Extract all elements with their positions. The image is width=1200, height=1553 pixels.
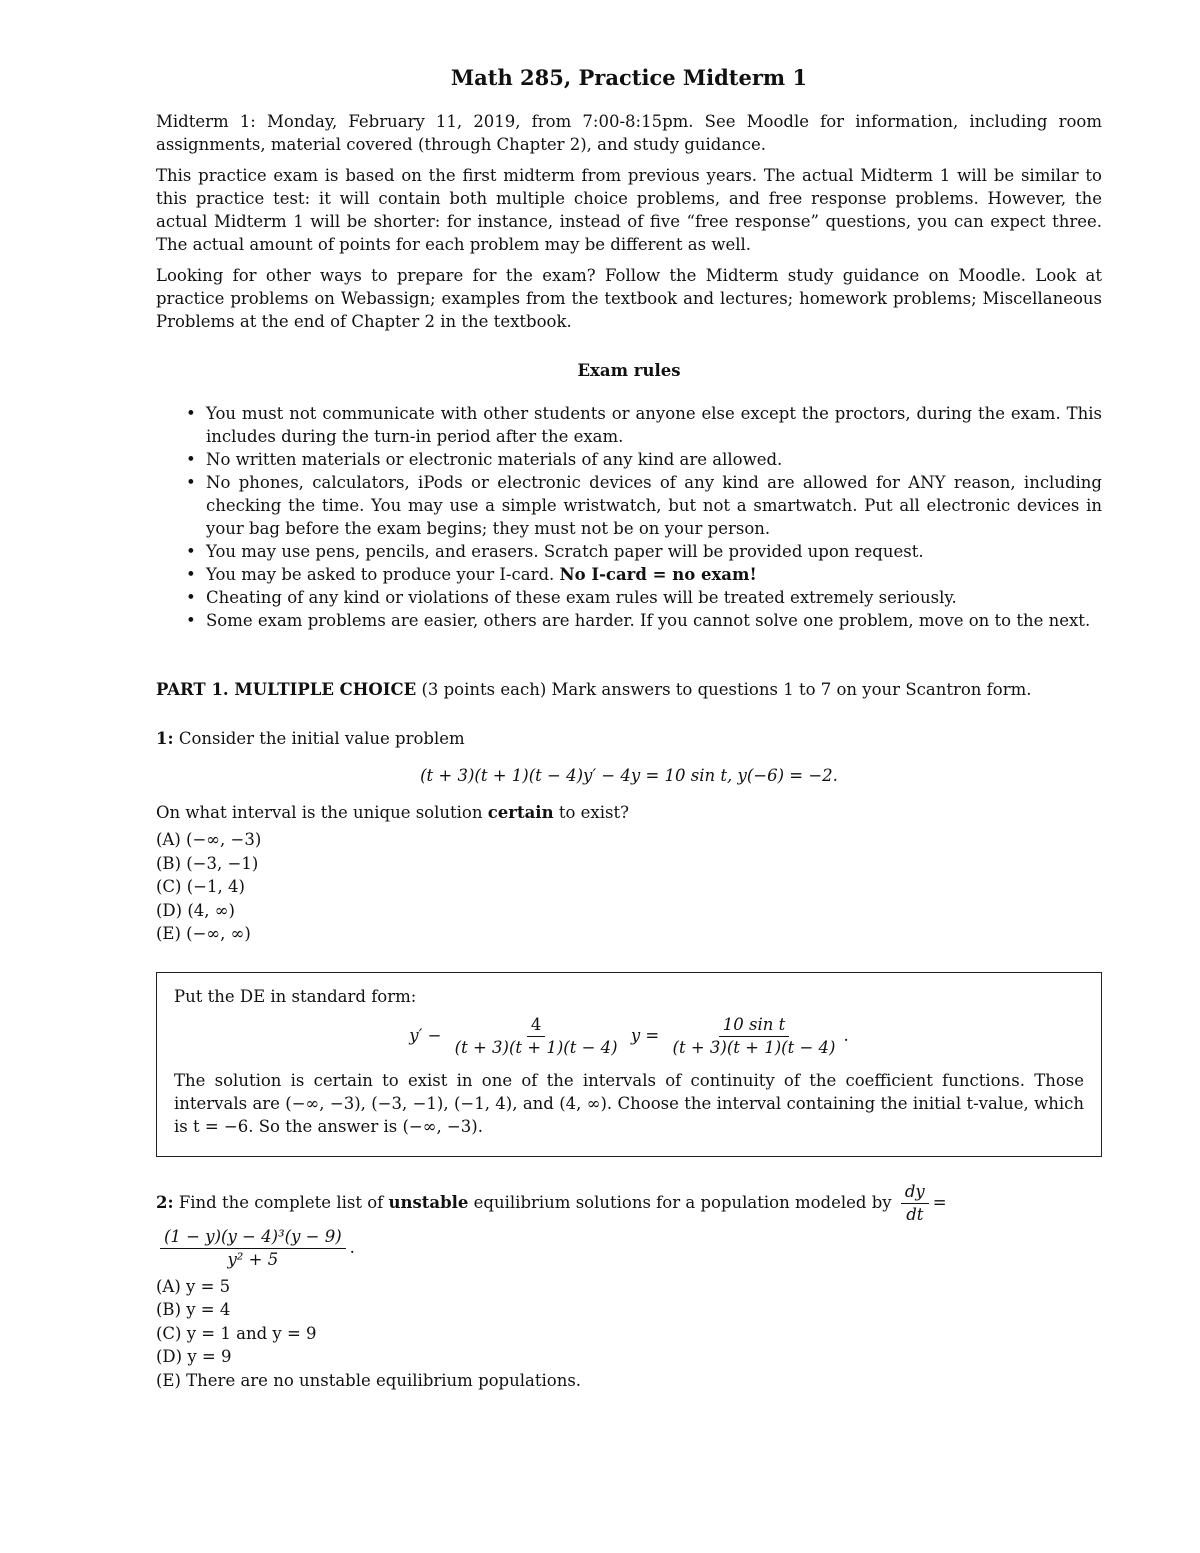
solution-intro: Put the DE in standard form: bbox=[174, 986, 417, 1006]
bullet-icon: • bbox=[186, 542, 196, 561]
question-2-choices bbox=[156, 1275, 1102, 1393]
rule-item: • Some exam problems are easier, others are harder. If you cannot solve one problem, move on to the next. bbox=[186, 611, 1091, 630]
page-title: Math 285, Practice Midterm 1 bbox=[450, 65, 808, 90]
question-2 bbox=[156, 1181, 1102, 1393]
choice-item: (E) (−∞, ∞) bbox=[156, 924, 251, 943]
icard-warning: No I-card = no exam! bbox=[559, 565, 757, 584]
question-1-equation: (t + 3)(t + 1)(t − 4)y′ − 4y = 10 sin t, y(−6) = −2. bbox=[420, 766, 838, 785]
part1-instructions: (3 points each) Mark answers to questions 1 to 7 on your Scantron form. bbox=[421, 680, 1032, 699]
intro-paragraph-2: This practice exam is based on the first midterm from previous years. The actual Midterm 1 will be similar to this practice test: it will contain both multiple choice problems, and free response problems. However, the actual Midterm 1 will be shorter: for instance, instead of five “free response” questions, you can expect three. The actual amount of points for each problem may be different as well. bbox=[156, 166, 1102, 254]
question-1-label: 1: bbox=[156, 729, 174, 748]
choice-item: (C) (−1, 4) bbox=[156, 877, 245, 896]
exam-rules-list bbox=[156, 402, 1102, 632]
bullet-icon: • bbox=[186, 473, 196, 492]
bullet-icon: • bbox=[186, 565, 196, 584]
question-1 bbox=[156, 727, 1102, 1157]
intro-paragraph-1: Midterm 1: Monday, February 11, 2019, from 7:00-8:15pm. See Moodle for information, including room assignments, material covered (through Chapter 2), and study guidance. bbox=[156, 112, 1102, 154]
question-2-prompt: 2: Find the complete list of unstable equilibrium solutions for a population modeled by $\frac{dy}{dt}$ = $\frac{\text{(1 − y)(y − 4)³(y − 9)}}{\text{y² + 5}}$ . bbox=[156, 1181, 947, 1269]
question-1-choices bbox=[156, 828, 1102, 946]
question-1-text: Consider the initial value problem bbox=[178, 729, 465, 748]
choice-item: (E) There are no unstable equilibrium populations. bbox=[156, 1370, 582, 1390]
exam-page bbox=[156, 58, 1102, 1392]
rule-item: • No written materials or electronic materials of any kind are allowed. bbox=[186, 450, 783, 469]
choice-item: (A) (−∞, −3) bbox=[156, 830, 262, 849]
question-1-prompt: On what interval is the unique solution certain to exist? bbox=[156, 803, 629, 822]
solution-box bbox=[156, 972, 1102, 1157]
rule-item: • Cheating of any kind or violations of these exam rules will be treated extremely seriously. bbox=[186, 588, 957, 607]
rule-item: • You may be asked to produce your I-card. No I-card = no exam! bbox=[186, 565, 757, 584]
choice-item: (B) y = 4 bbox=[156, 1300, 231, 1319]
intro-paragraph-3: Looking for other ways to prepare for the exam? Follow the Midterm study guidance on Moodle. Look at practice problems on Webassign; examples from the textbook and lectures; homework problems; Miscellaneous Problems at the end of Chapter 2 in the textbook. bbox=[156, 266, 1102, 331]
bullet-icon: • bbox=[186, 611, 196, 630]
solution-explanation: The solution is certain to exist in one of the intervals of continuity of the coefficient functions. Those intervals are (−∞, −3), (−3, −1), (−1, 4), and (4, ∞). Choose the interval containing the initial t-value, which is t = −6. So the answer is (−∞, −3). bbox=[174, 1070, 1084, 1136]
part1-heading: PART 1. MULTIPLE CHOICE bbox=[156, 680, 417, 699]
bullet-icon: • bbox=[186, 450, 196, 469]
solution-equation: y′ − $\frac{4}{(t + 3)(t + 1)(t - 4)}$ y = $\frac{\text{10 sin t}}{(t + 3)(t + 1)(t - 4)}$ . bbox=[409, 1014, 849, 1057]
bullet-icon: • bbox=[186, 404, 196, 423]
choice-item: (D) (4, ∞) bbox=[156, 900, 235, 920]
rule-item: • You may use pens, pencils, and erasers. Scratch paper will be provided upon request. bbox=[186, 542, 924, 561]
exam-rules-heading: Exam rules bbox=[577, 361, 681, 380]
choice-item: (B) (−3, −1) bbox=[156, 853, 259, 873]
rule-item: • You must not communicate with other students or anyone else except the proctors, during the exam. This includes during the turn-in period after the exam. bbox=[186, 404, 1102, 446]
choice-item: (A) y = 5 bbox=[156, 1276, 231, 1296]
choice-item: (D) y = 9 bbox=[156, 1347, 232, 1366]
bullet-icon: • bbox=[186, 588, 196, 607]
choice-item: (C) y = 1 and y = 9 bbox=[156, 1323, 317, 1343]
rule-item: • No phones, calculators, iPods or electronic devices of any kind are allowed for ANY reason, including checking the time. You may use a simple wristwatch, but not a smartwatch. Put all electronic devices in your bag before the exam begins; they must not be on your person. bbox=[186, 473, 1102, 538]
part1-header bbox=[156, 678, 1102, 701]
